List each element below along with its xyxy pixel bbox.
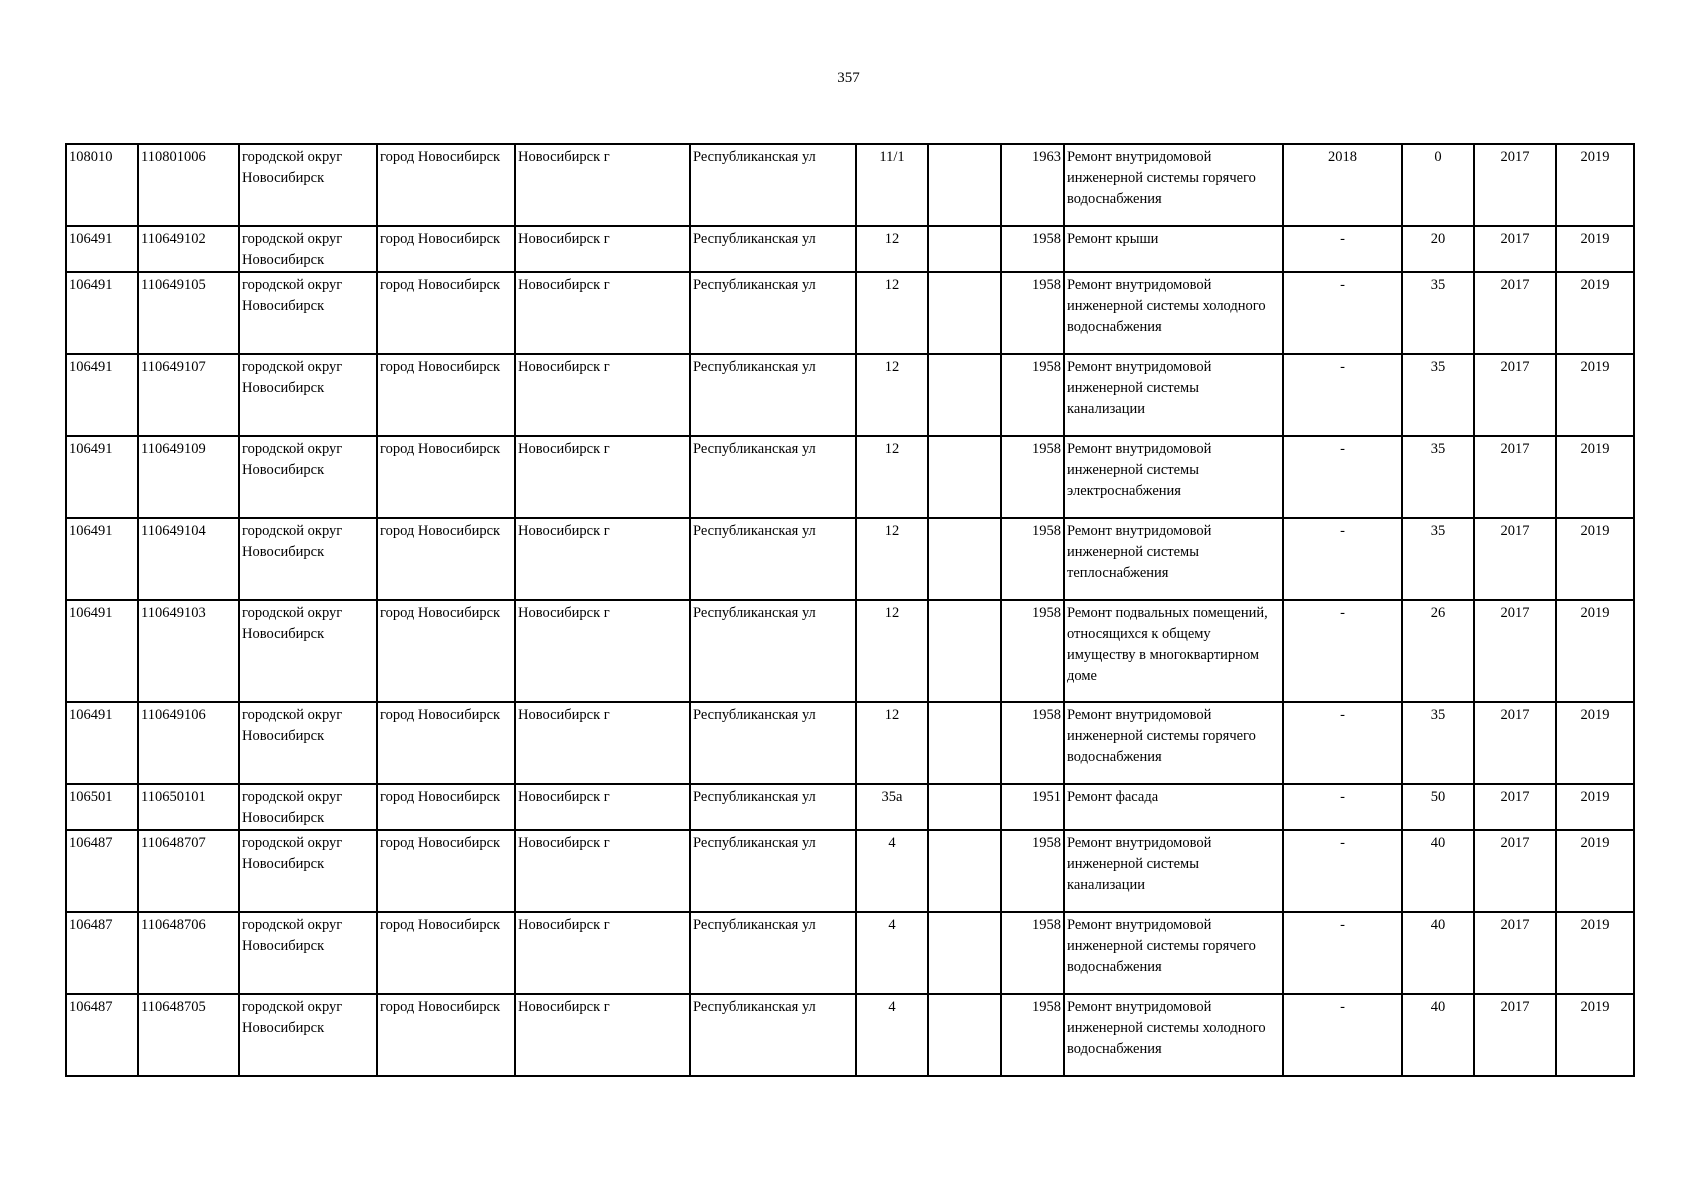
settlement-cell: город Новосибирск xyxy=(377,272,515,354)
register-table xyxy=(65,143,1635,1077)
house-number-cell: 12 xyxy=(856,272,928,354)
house-number-cell: 12 xyxy=(856,354,928,436)
building-cell xyxy=(928,830,1001,912)
table-row xyxy=(66,702,1634,784)
house-number-cell: 4 xyxy=(856,830,928,912)
work-id-cell: 110649106 xyxy=(138,702,239,784)
municipal-district-cell: городской округ Новосибирск xyxy=(239,600,377,702)
work-id-cell: 110649107 xyxy=(138,354,239,436)
locality-cell: Новосибирск г xyxy=(515,600,690,702)
work-id-cell: 110648705 xyxy=(138,994,239,1076)
year-built-cell: 1958 xyxy=(1001,354,1064,436)
settlement-cell: город Новосибирск xyxy=(377,830,515,912)
work-type-cell: Ремонт крыши xyxy=(1064,226,1283,272)
house-id-cell: 106487 xyxy=(66,912,138,994)
wear-percent-cell: 40 xyxy=(1402,994,1474,1076)
wear-percent-cell: 35 xyxy=(1402,272,1474,354)
year-built-cell: 1958 xyxy=(1001,994,1064,1076)
settlement-cell: город Новосибирск xyxy=(377,784,515,830)
wear-percent-cell: 26 xyxy=(1402,600,1474,702)
locality-cell: Новосибирск г xyxy=(515,830,690,912)
work-type-cell: Ремонт подвальных помещений, относящихся к общему имуществу в многоквартирном доме xyxy=(1064,600,1283,702)
last-repair-year-cell: - xyxy=(1283,994,1402,1076)
locality-cell: Новосибирск г xyxy=(515,436,690,518)
municipal-district-cell: городской округ Новосибирск xyxy=(239,702,377,784)
last-repair-year-cell: - xyxy=(1283,912,1402,994)
table-row xyxy=(66,354,1634,436)
building-cell xyxy=(928,702,1001,784)
locality-cell: Новосибирск г xyxy=(515,912,690,994)
year-built-cell: 1958 xyxy=(1001,830,1064,912)
locality-cell: Новосибирск г xyxy=(515,784,690,830)
house-id-cell: 106491 xyxy=(66,226,138,272)
building-cell xyxy=(928,272,1001,354)
house-id-cell: 106491 xyxy=(66,702,138,784)
settlement-cell: город Новосибирск xyxy=(377,518,515,600)
work-type-cell: Ремонт внутридомовой инженерной системы электроснабжения xyxy=(1064,436,1283,518)
work-type-cell: Ремонт внутридомовой инженерной системы холодного водоснабжения xyxy=(1064,994,1283,1076)
year-built-cell: 1958 xyxy=(1001,518,1064,600)
last-repair-year-cell: 2018 xyxy=(1283,144,1402,226)
plan-end-year-cell: 2019 xyxy=(1556,600,1634,702)
wear-percent-cell: 35 xyxy=(1402,518,1474,600)
plan-start-year-cell: 2017 xyxy=(1474,144,1556,226)
street-cell: Республиканская ул xyxy=(690,702,856,784)
building-cell xyxy=(928,226,1001,272)
plan-end-year-cell: 2019 xyxy=(1556,518,1634,600)
building-cell xyxy=(928,600,1001,702)
house-id-cell: 106491 xyxy=(66,518,138,600)
work-id-cell: 110649102 xyxy=(138,226,239,272)
municipal-district-cell: городской округ Новосибирск xyxy=(239,436,377,518)
plan-end-year-cell: 2019 xyxy=(1556,272,1634,354)
street-cell: Республиканская ул xyxy=(690,226,856,272)
street-cell: Республиканская ул xyxy=(690,436,856,518)
plan-start-year-cell: 2017 xyxy=(1474,436,1556,518)
plan-start-year-cell: 2017 xyxy=(1474,702,1556,784)
work-id-cell: 110648706 xyxy=(138,912,239,994)
municipal-district-cell: городской округ Новосибирск xyxy=(239,912,377,994)
year-built-cell: 1958 xyxy=(1001,600,1064,702)
table-row xyxy=(66,436,1634,518)
wear-percent-cell: 40 xyxy=(1402,830,1474,912)
work-type-cell: Ремонт внутридомовой инженерной системы холодного водоснабжения xyxy=(1064,272,1283,354)
street-cell: Республиканская ул xyxy=(690,784,856,830)
page-number: 357 xyxy=(837,70,860,86)
municipal-district-cell: городской округ Новосибирск xyxy=(239,784,377,830)
locality-cell: Новосибирск г xyxy=(515,702,690,784)
municipal-district-cell: городской округ Новосибирск xyxy=(239,518,377,600)
house-number-cell: 35а xyxy=(856,784,928,830)
plan-end-year-cell: 2019 xyxy=(1556,226,1634,272)
work-id-cell: 110649104 xyxy=(138,518,239,600)
street-cell: Республиканская ул xyxy=(690,272,856,354)
plan-start-year-cell: 2017 xyxy=(1474,600,1556,702)
plan-end-year-cell: 2019 xyxy=(1556,830,1634,912)
last-repair-year-cell: - xyxy=(1283,830,1402,912)
building-cell xyxy=(928,144,1001,226)
table-row xyxy=(66,994,1634,1076)
settlement-cell: город Новосибирск xyxy=(377,702,515,784)
house-id-cell: 106487 xyxy=(66,830,138,912)
house-id-cell: 106491 xyxy=(66,354,138,436)
locality-cell: Новосибирск г xyxy=(515,272,690,354)
plan-start-year-cell: 2017 xyxy=(1474,830,1556,912)
settlement-cell: город Новосибирск xyxy=(377,994,515,1076)
plan-end-year-cell: 2019 xyxy=(1556,784,1634,830)
wear-percent-cell: 35 xyxy=(1402,436,1474,518)
building-cell xyxy=(928,994,1001,1076)
settlement-cell: город Новосибирск xyxy=(377,436,515,518)
house-number-cell: 11/1 xyxy=(856,144,928,226)
plan-start-year-cell: 2017 xyxy=(1474,354,1556,436)
settlement-cell: город Новосибирск xyxy=(377,912,515,994)
house-id-cell: 106491 xyxy=(66,600,138,702)
plan-start-year-cell: 2017 xyxy=(1474,912,1556,994)
house-number-cell: 4 xyxy=(856,994,928,1076)
plan-end-year-cell: 2019 xyxy=(1556,354,1634,436)
street-cell: Республиканская ул xyxy=(690,144,856,226)
year-built-cell: 1963 xyxy=(1001,144,1064,226)
house-id-cell: 106491 xyxy=(66,436,138,518)
work-type-cell: Ремонт внутридомовой инженерной системы канализации xyxy=(1064,354,1283,436)
table-row xyxy=(66,226,1634,272)
last-repair-year-cell: - xyxy=(1283,226,1402,272)
settlement-cell: город Новосибирск xyxy=(377,354,515,436)
municipal-district-cell: городской округ Новосибирск xyxy=(239,994,377,1076)
table-row xyxy=(66,272,1634,354)
last-repair-year-cell: - xyxy=(1283,518,1402,600)
street-cell: Республиканская ул xyxy=(690,600,856,702)
table-row xyxy=(66,144,1634,226)
wear-percent-cell: 35 xyxy=(1402,702,1474,784)
house-id-cell: 106501 xyxy=(66,784,138,830)
work-type-cell: Ремонт фасада xyxy=(1064,784,1283,830)
plan-end-year-cell: 2019 xyxy=(1556,144,1634,226)
house-id-cell: 106487 xyxy=(66,994,138,1076)
year-built-cell: 1958 xyxy=(1001,226,1064,272)
work-id-cell: 110649103 xyxy=(138,600,239,702)
street-cell: Республиканская ул xyxy=(690,994,856,1076)
work-type-cell: Ремонт внутридомовой инженерной системы канализации xyxy=(1064,830,1283,912)
work-type-cell: Ремонт внутридомовой инженерной системы горячего водоснабжения xyxy=(1064,702,1283,784)
last-repair-year-cell: - xyxy=(1283,784,1402,830)
last-repair-year-cell: - xyxy=(1283,600,1402,702)
settlement-cell: город Новосибирск xyxy=(377,144,515,226)
plan-end-year-cell: 2019 xyxy=(1556,436,1634,518)
table-row xyxy=(66,784,1634,830)
last-repair-year-cell: - xyxy=(1283,436,1402,518)
street-cell: Республиканская ул xyxy=(690,518,856,600)
wear-percent-cell: 40 xyxy=(1402,912,1474,994)
table-row xyxy=(66,830,1634,912)
wear-percent-cell: 20 xyxy=(1402,226,1474,272)
plan-end-year-cell: 2019 xyxy=(1556,912,1634,994)
street-cell: Республиканская ул xyxy=(690,912,856,994)
locality-cell: Новосибирск г xyxy=(515,994,690,1076)
work-type-cell: Ремонт внутридомовой инженерной системы горячего водоснабжения xyxy=(1064,144,1283,226)
street-cell: Республиканская ул xyxy=(690,830,856,912)
municipal-district-cell: городской округ Новосибирск xyxy=(239,830,377,912)
year-built-cell: 1951 xyxy=(1001,784,1064,830)
street-cell: Республиканская ул xyxy=(690,354,856,436)
plan-end-year-cell: 2019 xyxy=(1556,702,1634,784)
building-cell xyxy=(928,354,1001,436)
work-id-cell: 110649105 xyxy=(138,272,239,354)
work-id-cell: 110801006 xyxy=(138,144,239,226)
house-number-cell: 12 xyxy=(856,600,928,702)
year-built-cell: 1958 xyxy=(1001,436,1064,518)
plan-end-year-cell: 2019 xyxy=(1556,994,1634,1076)
house-number-cell: 12 xyxy=(856,226,928,272)
table-row xyxy=(66,600,1634,702)
year-built-cell: 1958 xyxy=(1001,272,1064,354)
locality-cell: Новосибирск г xyxy=(515,226,690,272)
table-row xyxy=(66,518,1634,600)
last-repair-year-cell: - xyxy=(1283,272,1402,354)
plan-start-year-cell: 2017 xyxy=(1474,784,1556,830)
house-id-cell: 108010 xyxy=(66,144,138,226)
municipal-district-cell: городской округ Новосибирск xyxy=(239,272,377,354)
work-type-cell: Ремонт внутридомовой инженерной системы горячего водоснабжения xyxy=(1064,912,1283,994)
locality-cell: Новосибирск г xyxy=(515,144,690,226)
house-id-cell: 106491 xyxy=(66,272,138,354)
last-repair-year-cell: - xyxy=(1283,702,1402,784)
settlement-cell: город Новосибирск xyxy=(377,226,515,272)
last-repair-year-cell: - xyxy=(1283,354,1402,436)
building-cell xyxy=(928,436,1001,518)
house-number-cell: 12 xyxy=(856,702,928,784)
house-number-cell: 4 xyxy=(856,912,928,994)
locality-cell: Новосибирск г xyxy=(515,354,690,436)
work-type-cell: Ремонт внутридомовой инженерной системы теплоснабжения xyxy=(1064,518,1283,600)
locality-cell: Новосибирск г xyxy=(515,518,690,600)
house-number-cell: 12 xyxy=(856,518,928,600)
building-cell xyxy=(928,518,1001,600)
wear-percent-cell: 0 xyxy=(1402,144,1474,226)
work-id-cell: 110649109 xyxy=(138,436,239,518)
wear-percent-cell: 50 xyxy=(1402,784,1474,830)
plan-start-year-cell: 2017 xyxy=(1474,226,1556,272)
settlement-cell: город Новосибирск xyxy=(377,600,515,702)
plan-start-year-cell: 2017 xyxy=(1474,994,1556,1076)
municipal-district-cell: городской округ Новосибирск xyxy=(239,226,377,272)
municipal-district-cell: городской округ Новосибирск xyxy=(239,144,377,226)
plan-start-year-cell: 2017 xyxy=(1474,272,1556,354)
register-table-body xyxy=(66,144,1634,1076)
municipal-district-cell: городской округ Новосибирск xyxy=(239,354,377,436)
plan-start-year-cell: 2017 xyxy=(1474,518,1556,600)
building-cell xyxy=(928,784,1001,830)
building-cell xyxy=(928,912,1001,994)
year-built-cell: 1958 xyxy=(1001,912,1064,994)
wear-percent-cell: 35 xyxy=(1402,354,1474,436)
work-id-cell: 110650101 xyxy=(138,784,239,830)
work-id-cell: 110648707 xyxy=(138,830,239,912)
table-row xyxy=(66,912,1634,994)
house-number-cell: 12 xyxy=(856,436,928,518)
year-built-cell: 1958 xyxy=(1001,702,1064,784)
